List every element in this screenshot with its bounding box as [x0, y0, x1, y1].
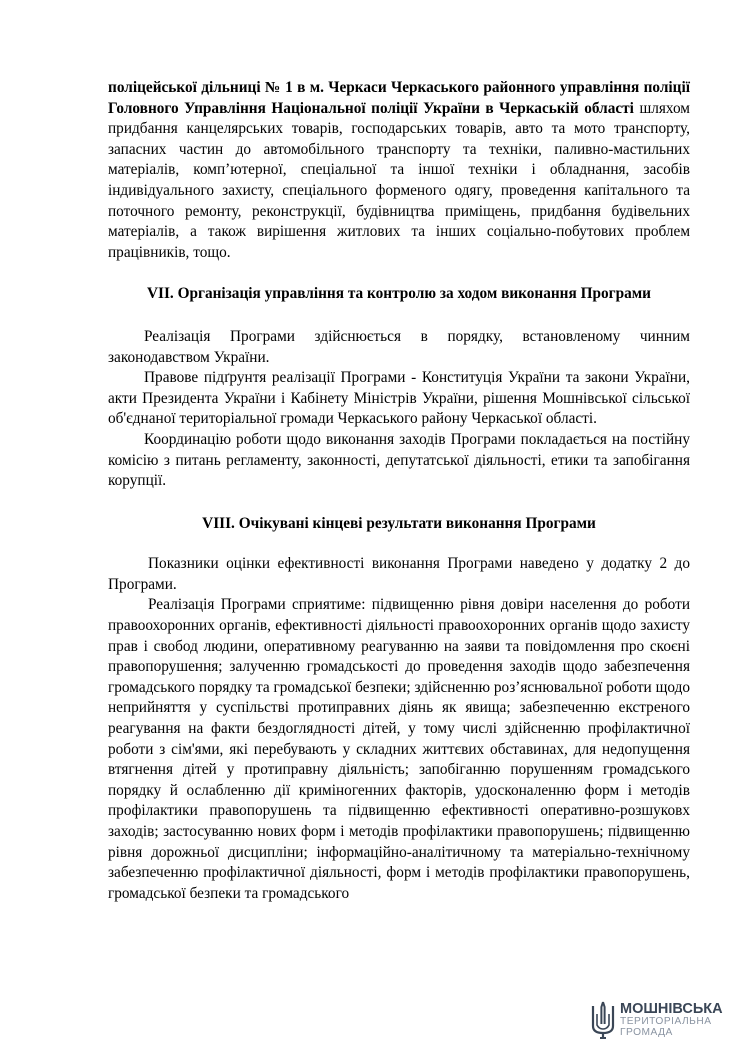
intro-bold-text: поліцейської дільниці № 1 в м. Черкаси Черкаського районного управління поліції Головного Управління Національної поліції України в Черкаській області [108, 79, 690, 117]
community-logo [590, 998, 730, 1042]
document-page [108, 78, 690, 904]
section-8-paragraph: Реалізація Програми сприятиме: підвищенню рівня довіри населення до роботи правоохоронних органів, ефективності діяльності правоохоронних органів щодо захисту прав і свобод людини, оперативному реагуванню на заяви та повідомлення про скоєні правопорушення; залученню громадськості до проведення заходів щодо забезпечення громадського порядку та громадської безпеки; здійсненню роз’яснювальної роботи щодо неприйняття у суспільстві протиправних діянь як явища; забезпеченню екстреного реагування на факти бездоглядності дітей, у тому числі здійсненню профілактичної роботи з сім'ями, які перебувають у складних життєвих обставинах, для недопущення втягнення дітей у протиправну діяльність; запобіганню порушенням громадського порядку й ослабленню дії криміногенних факторів, удосконаленню форм і методів профілактики правопорушень та підвищенню ефективності оперативно-розшуковх заходів; застосуванню нових форм і методів профілактики правопорушень; підвищенню рівня дорожньої дисципліни; інформаційно-аналітичному та матеріально-технічному забезпеченню профілактичної діяльності, форм і методів профілактики правопорушень, громадської безпеки та громадського [108, 596, 690, 902]
section-7-paragraph: Правове підґрунтя реалізації Програми - Конституція України та закони України, акти Президента України і Кабінету Міністрів України, рішення Мошнівської сільської об'єднаної територіальної громади Черкаського району Черкаської області. [108, 369, 690, 428]
section-7-heading: VII. Організація управління та контролю за ходом виконання Програми [146, 285, 651, 303]
intro-paragraph [108, 78, 690, 263]
section-8-paragraph: Показники оцінки ефективності виконання Програми наведено у додатку 2 до Програми. [108, 555, 690, 593]
intro-rest-text: шляхом придбання канцелярських товарів, господарських товарів, авто та мото транспорту, запасних частин до автомобільного транспорту та техніки, паливно-мастильних матеріалів, комп’ютерної, спеціальної та іншої техніки і обладнання, засобів індивідуального захисту, спеціального форменого одягу, проведення капітального та поточного ремонту, реконструкції, будівництва приміщень, придбання будівельних матеріалів, а також вирішення житлових та інших соціально-побутових проблем працівників, тощо. [108, 99, 690, 261]
logo-text [620, 1002, 723, 1039]
logo-name: МОШНІВСЬКА [620, 1000, 723, 1017]
section-8-heading: VIII. Очікувані кінцеві результати виконання Програми [202, 514, 596, 532]
logo-line-2: ТЕРИТОРІАЛЬНА [620, 1016, 712, 1028]
trident-icon [590, 1000, 616, 1040]
logo-line-3: ГРОМАДА [620, 1027, 673, 1039]
section-7-paragraph: Координацію роботи щодо виконання заходів Програми покладається на постійну комісію з питань регламенту, законності, депутатської діяльності, етики та запобігання корупції. [108, 430, 690, 490]
section-7-paragraph: Реалізація Програми здійснюється в порядку, встановленому чинним законодавством України. [108, 327, 690, 366]
